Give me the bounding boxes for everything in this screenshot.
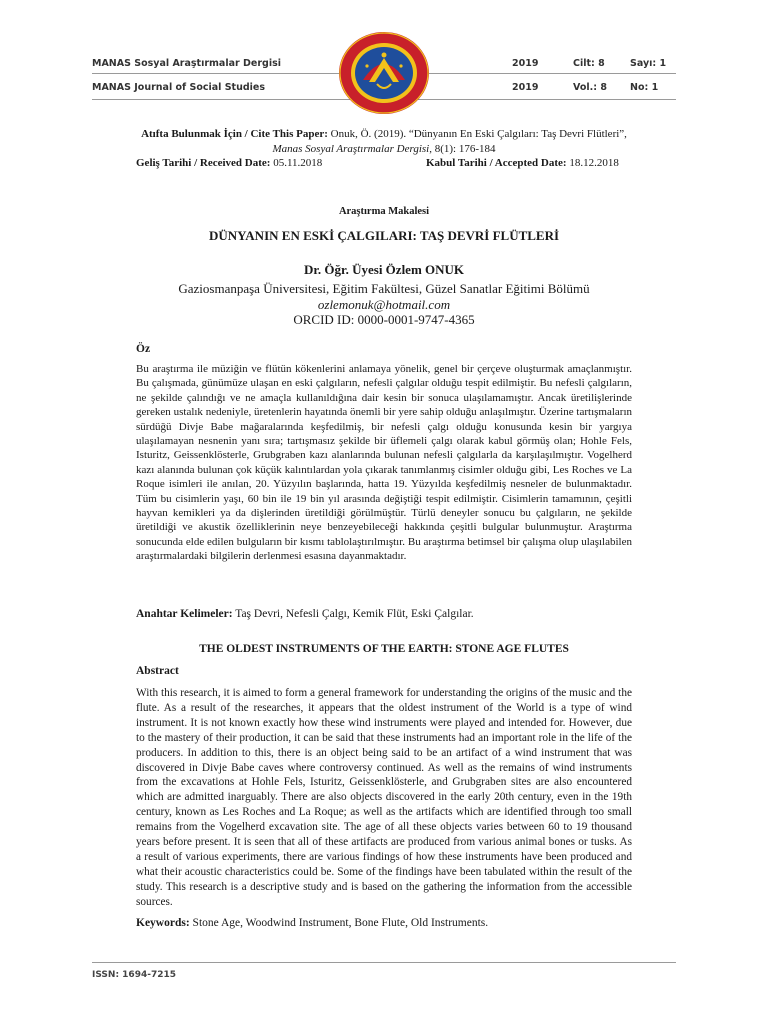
volume-tr: Cilt: 8 [573,58,605,69]
author-name: Dr. Öğr. Üyesi Özlem ONUK [303,262,465,277]
author-orcid: ORCID ID: 0000-0001-9747-4365 [293,312,475,327]
issue-tr: Sayı: 1 [630,58,667,69]
issue-en: No: 1 [630,82,659,93]
author-affiliation: Gaziosmanpaşa Üniversitesi, Eğitim Fakültesi, Güzel Sanatlar Eğitimi Bölümü [178,281,590,296]
citation-text-b: , 8(1): 176-184 [429,143,496,155]
volume-en: Vol.: 8 [573,82,607,93]
article-type: Araştırma Makalesi [338,206,430,217]
oz-keywords-label: Anahtar Kelimeler: [136,608,233,620]
oz-body: Bu araştırma ile müziğin ve flütün kökenlerini anlamaya yönelik, genel bir çerçeve oluşturmak amaçlanmıştır. Bu çalışmada, günümüze ulaşan en eski çalgıların, nefesli çalgılar olduğu tespit edilmiştir. Bu nefesli çalgıların, ne şekilde çalındığı ve ne amaçla kullanıldığına dair kesin bir sonuca ulaşılamamıştır. Ancak üretilişlerinde gereken ustalık nedeniyle, üretenlerin hayatında önemli bir yere sahip olduğu anlaşılmıştır. Üzerine tartışmaların sürdüğü Divje Babe mağaralarında keşfedilmiş, bir nefesli çalgı olduğu konusunda kesin bir yargıya ulaşılamayan nesnenin yanı sıra; tartışmasız şekilde bir üflemeli çalgı olarak kabul görmüş olan; Hohle Fels, Isturitz, Geissenklösterle, Grubgraben kazı alanlarında bulunan nefesli çalgılarla da karşılaşılmıştır. Vogelherd kazı alanında bulunan çok küçük kalıntılardan yola çıkarak tanımlanmış cisimler olduğu gibi, Les Roches ve La Roque isimleri ile anılan, 20. Yüzyılın başlarında, hatta 19. Yüzyılda keşfedilmiş nesneler de bulunmaktadır. Tüm bu cisimlerin yaşı, 60 bin ile 19 bin yıl arasında değiştiği tespit edilmiştir. Cisimlerin tamamının, çeşitli hayvan kemikleri ya da dişlerinden üretildiği görülmüştür. Türlü deneyler sonucu bu çalgıların, ne şekilde üretildiği ve akustik özelliklerinin neye benzeyebileceği hakkında çeşitli bulgular bulunmuştur. Araştırma sonucunda elde edilen bulguların bir kısmı tablolaştırılmıştır. Bu araştırma betimsel bir çalışma olup ulaşılabilen araştırmalardaki bilgilerin derlenmesi esasına dayanmaktadır. [136,363,632,563]
abstract-title-en: THE OLDEST INSTRUMENTS OF THE EARTH: STONE AGE FLUTES [199,643,569,655]
citation-block [136,127,632,157]
citation-text-a: Onuk, Ö. (2019). “Dünyanın En Eski Çalgıları: Taş Devri Flütleri”, [327,128,627,140]
footer-divider [92,962,676,963]
citation-journal: Manas Sosyal Araştırmalar Dergisi [272,143,430,155]
citation-label: Atıfta Bulunmak İçin / Cite This Paper: [141,128,328,140]
year-en: 2019 [512,82,539,93]
year-tr: 2019 [512,58,539,69]
journal-logo-icon [337,30,431,116]
received-date: Geliş Tarihi / Received Date: 05.11.2018 [136,157,323,169]
abstract-keywords [136,917,488,929]
journal-name-tr: MANAS Sosyal Araştırmalar Dergisi [92,58,281,69]
abstract-body: With this research, it is aimed to form a general framework for understanding the origins of the music and the flute. As a result of the researches, it appears that the oldest instrument of the World is a type of wind instrument. It is not known exactly how these wind instruments were played and intended for. However, due to the mastery of their production, it can be said that these instruments had an important role in the life of the producers. In addition to this, there is an object being said to be an artifact of a wind instrument that was discovered in Divje Babe caves where controversy continued. As well as the remains of wind instruments from the excavations at Hohle Fels, Isturitz, Geissenklösterle, and Grubgraben sites are also encountered which are admitted inarguably. There are also objects discovered in the early 20th century, even in the 19th century, known as Les Roches and La Roque; as well as the artifacts which are identified through too small remains from the Vogelherd excavation site. The age of all these objects varies between 60 to 19 thousand years before present. It is seen that all of these artifacts are produced from various animal bones or tusks. As a result of various experiments, there are various findings of how these instruments have been produced and what their acoustic characteristics could be. Some of the findings have been tabulated within the result of the study. This research is a descriptive study and is based on the gathering the information from the accessible sources. [136,687,632,908]
journal-name-en: MANAS Journal of Social Studies [92,82,266,93]
oz-heading: Öz [136,343,151,355]
abstract-keywords-label: Keywords: [136,917,190,929]
author-email: ozlemonuk@hotmail.com [317,297,451,312]
article-title: DÜNYANIN EN ESKİ ÇALGILARI: TAŞ DEVRİ FLÜTLERİ [208,228,560,243]
abstract-keywords-text: Stone Age, Woodwind Instrument, Bone Flute, Old Instruments. [189,917,489,929]
abstract-heading: Abstract [136,665,179,677]
issn: ISSN: 1694-7215 [92,970,177,980]
oz-keywords-text: Taş Devri, Nefesli Çalgı, Kemik Flüt, Eski Çalgılar. [232,608,474,620]
accepted-date: Kabul Tarihi / Accepted Date: 18.12.2018 [426,157,619,169]
oz-keywords [136,608,474,620]
